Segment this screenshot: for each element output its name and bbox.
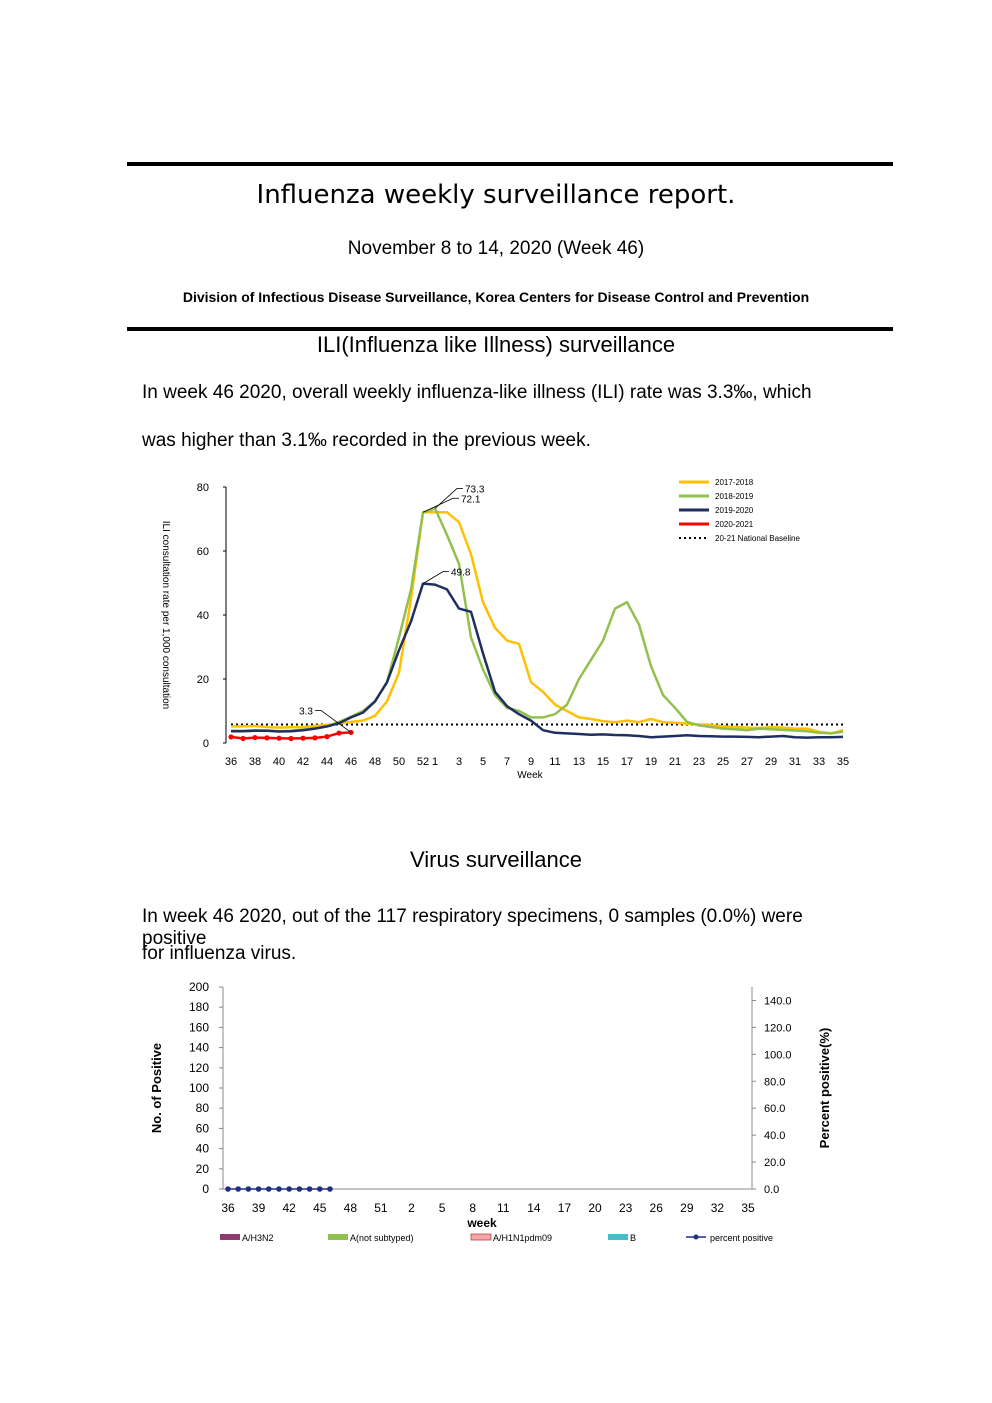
ili-point-2020-2021: [252, 735, 257, 740]
ili-x-tick-label: 36: [224, 756, 238, 768]
virus-x-axis-label: week: [467, 1216, 497, 1230]
ili-x-tick-label: 35: [836, 756, 850, 768]
virus-percent-positive-point: [327, 1186, 333, 1192]
virus-x-tick-label: 8: [469, 1201, 477, 1215]
virus-x-tick-label: 51: [374, 1201, 388, 1215]
ili-annotation-label: 72.1: [461, 494, 481, 506]
virus-x-tick-label: 2: [408, 1201, 415, 1215]
virus-x-tick-label: 48: [343, 1201, 358, 1215]
virus-x-tick-label: 26: [649, 1201, 663, 1215]
virus-x-tick-label: 29: [680, 1201, 694, 1215]
virus-y-tick-label: 0: [202, 1182, 209, 1196]
ili-paragraph-line2: was higher than 3.1‰ recorded in the previous week.: [142, 430, 591, 451]
virus-legend-swatch: [608, 1234, 628, 1240]
virus-y2-tick-label: 40.0: [764, 1130, 786, 1143]
ili-y-axis-label: ILI consultation rate per 1,000 consultation: [160, 520, 171, 710]
ili-x-tick-label: 50: [392, 756, 406, 768]
virus-percent-positive-point: [256, 1186, 262, 1192]
virus-y-tick-label: 80: [195, 1101, 209, 1116]
virus-y2-tick-label: 140.0: [764, 995, 792, 1008]
ili-x-tick-label: 40: [272, 756, 286, 768]
virus-legend-marker: [694, 1235, 699, 1240]
ili-x-tick-label: 27: [740, 756, 754, 768]
virus-y2-tick-label: 0.0: [764, 1184, 780, 1196]
virus-y2-axis-label: Percent positive(%): [817, 1027, 832, 1149]
ili-x-tick-label: 19: [644, 756, 658, 768]
virus-paragraph-line1: In week 46 2020, out of the 117 respiratory specimens, 0 samples (0.0%) were positive: [142, 906, 803, 949]
ili-x-axis-label: Week: [517, 770, 543, 781]
virus-y-tick-label: 140: [188, 1040, 209, 1055]
ili-legend-label: 2019-2020: [715, 506, 754, 515]
virus-y-tick-label: 200: [188, 980, 209, 994]
virus-legend-label: B: [630, 1233, 637, 1243]
ili-x-tick-label: 52: [416, 756, 430, 768]
virus-percent-positive-point: [297, 1186, 303, 1192]
virus-y-axis-label: No. of Positive: [149, 1042, 164, 1134]
ili-x-tick-label: 42: [296, 756, 310, 768]
virus-x-tick-label: 42: [282, 1201, 296, 1215]
ili-series-2019-2020: [231, 584, 843, 738]
ili-x-tick-label: 44: [320, 756, 334, 768]
ili-x-tick-label: 38: [248, 756, 262, 768]
ili-point-2020-2021: [228, 734, 233, 739]
ili-x-tick-label: 13: [572, 756, 586, 768]
virus-y-tick-label: 100: [188, 1081, 209, 1095]
virus-x-tick-label: 32: [710, 1201, 725, 1215]
ili-x-tick-label: 15: [596, 756, 610, 768]
virus-y2-tick-label: 80.0: [764, 1076, 786, 1089]
virus-x-tick-label: 35: [741, 1201, 755, 1215]
virus-x-tick-label: 20: [588, 1201, 602, 1215]
virus-y2-tick-label: 60.0: [764, 1103, 786, 1116]
virus-percent-positive-point: [246, 1186, 252, 1192]
ili-point-2020-2021: [336, 730, 341, 735]
ili-y-tick-label: 0: [202, 738, 209, 750]
virus-chart: [0, 975, 992, 1265]
virus-x-tick-label: 45: [313, 1201, 327, 1215]
virus-x-tick-label: 36: [221, 1201, 235, 1215]
ili-chart: [0, 470, 992, 800]
virus-y-tick-label: 40: [195, 1141, 209, 1156]
ili-point-2020-2021: [288, 736, 293, 741]
virus-x-tick-label: 23: [618, 1201, 633, 1215]
ili-x-tick-label: 3: [455, 756, 463, 768]
virus-percent-positive-point: [276, 1186, 282, 1192]
ili-x-tick-label: 9: [527, 756, 535, 768]
ili-legend-label: 2017-2018: [715, 478, 754, 487]
virus-percent-positive-point: [266, 1186, 272, 1192]
virus-percent-positive-point: [317, 1186, 323, 1192]
ili-paragraph-line1: In week 46 2020, overall weekly influenza-like illness (ILI) rate was 3.3‰, which: [142, 382, 812, 403]
ili-y-tick-label: 80: [196, 482, 209, 494]
ili-series-2017-2018: [231, 512, 843, 733]
virus-percent-positive-point: [286, 1186, 292, 1192]
virus-y-tick-label: 180: [188, 1000, 209, 1015]
virus-x-tick-label: 14: [527, 1201, 541, 1215]
virus-legend-swatch: [220, 1234, 240, 1240]
virus-y2-tick-label: 100.0: [764, 1049, 792, 1062]
ili-legend-label: 2020-2021: [715, 520, 754, 529]
virus-x-tick-label: 39: [251, 1201, 266, 1215]
ili-x-tick-label: 46: [344, 756, 358, 768]
ili-point-2020-2021: [300, 736, 305, 741]
virus-legend-label: percent positive: [710, 1233, 774, 1243]
ili-x-tick-label: 33: [812, 756, 826, 768]
top-rule: [127, 162, 893, 166]
virus-x-tick-label: 5: [438, 1201, 446, 1215]
ili-x-tick-label: 17: [620, 756, 634, 768]
report-title: Influenza weekly surveillance report.: [256, 180, 736, 210]
ili-y-tick-label: 60: [196, 546, 209, 558]
virus-legend-label: A(not subtyped): [350, 1233, 414, 1243]
ili-legend-label: 20-21 National Baseline: [715, 534, 800, 543]
ili-x-tick-label: 29: [764, 756, 778, 768]
ili-x-tick-label: 48: [368, 756, 382, 768]
report-date-range: November 8 to 14, 2020 (Week 46): [347, 238, 645, 259]
virus-y-tick-label: 60: [195, 1121, 209, 1136]
bottom-rule: [127, 327, 893, 331]
ili-x-tick-label: 1: [431, 756, 439, 768]
ili-y-tick-label: 40: [196, 610, 209, 622]
virus-percent-positive-point: [307, 1186, 313, 1192]
report-division: Division of Infectious Disease Surveillance, Korea Centers for Disease Control and Prevention: [182, 289, 810, 305]
virus-y-tick-label: 20: [195, 1161, 209, 1176]
ili-legend-label: 2018-2019: [715, 492, 754, 501]
ili-annotation-leader: [423, 498, 453, 512]
virus-y-tick-label: 160: [188, 1020, 209, 1035]
virus-x-tick-label: 17: [557, 1201, 572, 1215]
ili-x-tick-label: 21: [668, 756, 682, 768]
virus-y2-tick-label: 120.0: [764, 1022, 792, 1035]
ili-point-2020-2021: [312, 735, 317, 740]
ili-x-tick-label: 11: [549, 756, 561, 768]
virus-legend-swatch: [328, 1234, 348, 1240]
virus-legend-swatch: [471, 1234, 491, 1240]
ili-point-2020-2021: [264, 735, 269, 740]
ili-annotation-label: 3.3: [299, 706, 313, 718]
ili-heading: ILI(Influenza like Illness) surveillance: [316, 332, 676, 357]
virus-x-tick-label: 11: [497, 1201, 510, 1215]
ili-point-2020-2021: [240, 736, 245, 741]
ili-x-tick-label: 25: [716, 756, 730, 768]
virus-legend-label: A/H1N1pdm09: [493, 1233, 553, 1243]
ili-x-tick-label: 23: [692, 756, 706, 768]
ili-y-tick-label: 20: [196, 674, 209, 686]
ili-annotation-label: 73.3: [465, 484, 485, 496]
ili-x-tick-label: 31: [788, 756, 802, 768]
virus-y2-tick-label: 20.0: [764, 1157, 786, 1170]
virus-percent-positive-point: [225, 1186, 231, 1192]
virus-percent-positive-point: [235, 1186, 241, 1192]
ili-point-2020-2021: [276, 736, 281, 741]
virus-y-tick-label: 120: [188, 1060, 209, 1075]
virus-legend-label: A/H3N2: [242, 1233, 274, 1243]
ili-annotation-leader: [423, 572, 443, 584]
ili-annotation-label: 49.8: [451, 567, 471, 579]
ili-x-tick-label: 5: [479, 756, 487, 768]
ili-point-2020-2021: [324, 734, 329, 739]
virus-paragraph-line2: for influenza virus.: [142, 943, 297, 964]
ili-x-tick-label: 7: [503, 756, 511, 768]
virus-heading: Virus surveillance: [409, 847, 582, 872]
